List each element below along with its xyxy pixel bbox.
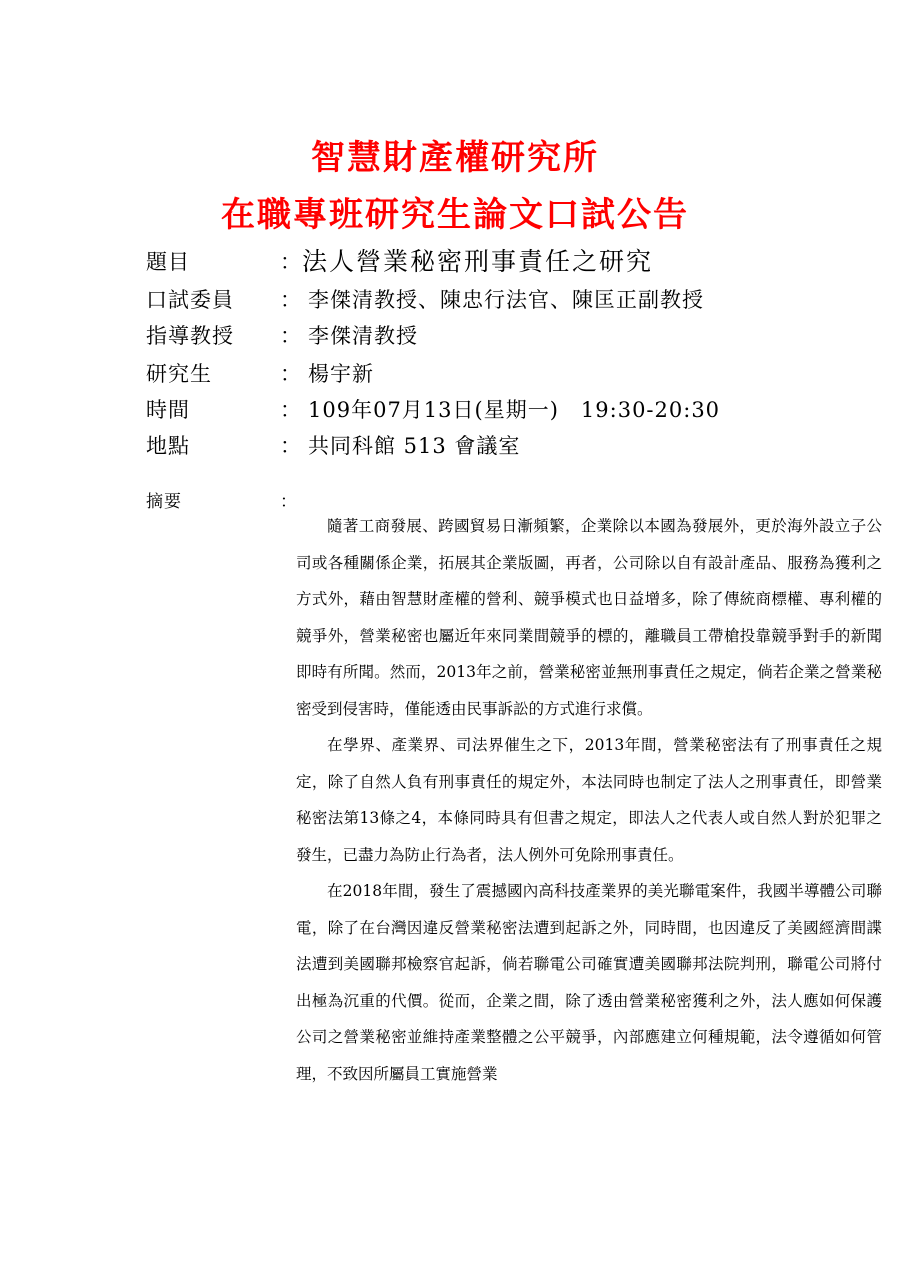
announcement-title: 在職專班研究生論文口試公告 [221,195,689,235]
institute-title: 智慧財產權研究所 [311,138,599,178]
committee-label: 口試委員 [146,288,234,312]
abstract-body [296,508,882,1092]
student-value: 楊宇新 [308,362,374,386]
advisor-label: 指導教授 [146,324,234,348]
topic-label: 題目 [146,250,190,274]
advisor-colon: ： [280,324,301,348]
committee-colon: ： [280,288,301,312]
time-value: 109年07月13日(星期一) 19:30-20:30 [308,398,721,422]
advisor-value: 李傑清教授 [308,324,418,348]
time-colon: ： [280,398,301,422]
committee-value: 李傑清教授、陳忠行法官、陳匡正副教授 [308,288,704,312]
student-colon: ： [280,362,301,386]
location-label: 地點 [146,434,190,458]
topic-value: 法人營業秘密刑事責任之研究 [302,247,654,276]
abstract-paragraph-1: 隨著工商發展、跨國貿易日漸頻繁，企業除以本國為發展外，更於海外設立子公司或各種關係企業，拓展其企業版圖，再者，公司除以自有設計產品、服務為獲利之方式外，藉由智慧財產權的營利、競爭模式也日益增多，除了傳統商標權、專利權的競爭外，營業秘密也屬近年來同業間競爭的標的，離職員工帶槍投靠競爭對手的新聞即時有所聞。然而，2013年之前，營業秘密並無刑事責任之規定，倘若企業之營業秘密受到侵害時，僅能透由民事訴訟的方式進行求償。 [296,517,882,718]
location-value: 共同科館 513 會議室 [308,434,521,458]
topic-colon: ： [280,250,301,274]
time-label: 時間 [146,398,190,422]
location-colon: ： [280,434,301,458]
student-label: 研究生 [146,362,212,386]
abstract-label: 摘要 [146,492,182,512]
abstract-colon: ： [280,492,297,512]
abstract-paragraph-2: 在學界、產業界、司法界催生之下，2013年間，營業秘密法有了刑事責任之規定，除了自然人負有刑事責任的規定外，本法同時也制定了法人之刑事責任，即營業秘密法第13條之4，本條同時具有但書之規定，即法人之代表人或自然人對於犯罪之發生，已盡力為防止行為者，法人例外可免除刑事責任。 [296,736,882,864]
abstract-paragraph-3: 在2018年間，發生了震撼國內高科技產業界的美光聯電案件，我國半導體公司聯電，除了在台灣因違反營業秘密法遭到起訴之外，同時間，也因違反了美國經濟間諜法遭到美國聯邦檢察官起訴，倘若聯電公司確實遭美國聯邦法院判刑，聯電公司將付出極為沉重的代價。從而，企業之間，除了透由營業秘密獲利之外，法人應如何保護公司之營業秘密並維持產業整體之公平競爭，內部應建立何種規範，法令遵循如何管理，不致因所屬員工實施營業 [296,882,882,1083]
